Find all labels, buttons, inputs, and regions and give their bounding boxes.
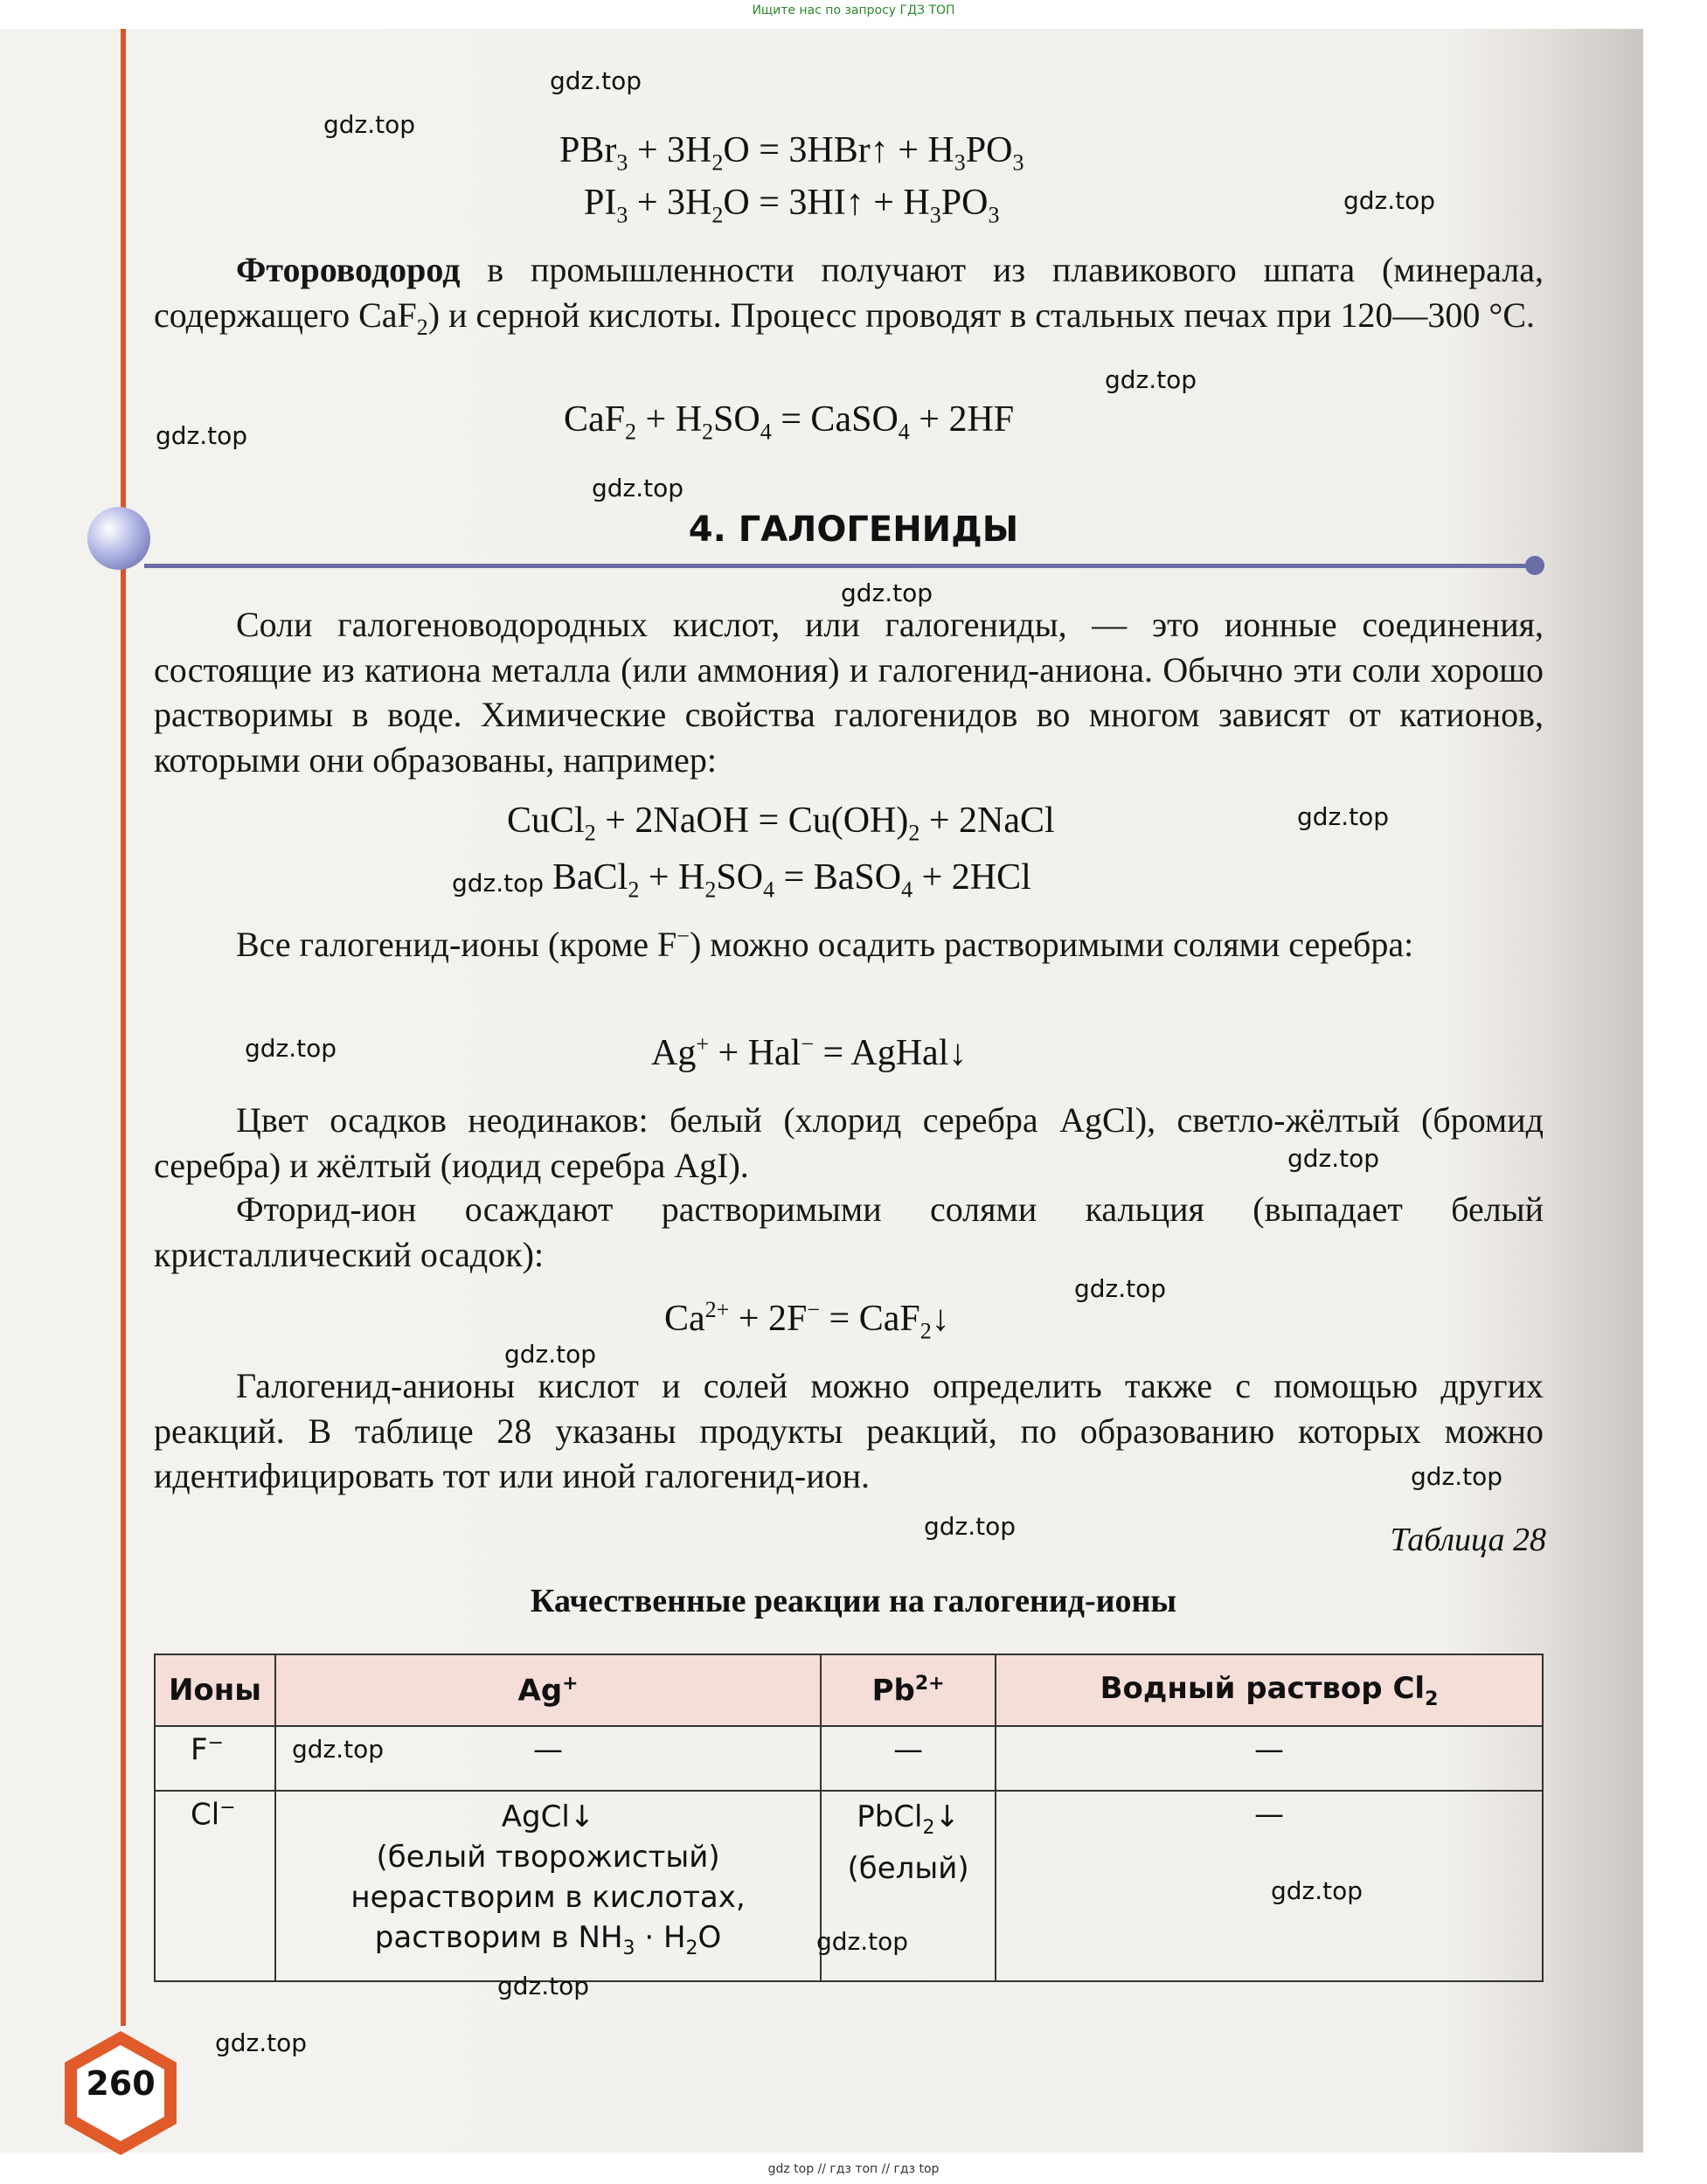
equation-bacl2-h2so4: BaCl$_2$ + $H_2SO_4$ = BaSO$_4$ + 2HCl <box>552 857 1031 903</box>
watermark: gdz.top <box>292 1735 385 1764</box>
watermark: gdz.top <box>841 579 933 607</box>
header-ions: Ионы <box>155 1654 275 1726</box>
heading-underline <box>144 564 1534 568</box>
table-header-row <box>155 1654 1543 1726</box>
equation-ag-hal: Ag+ + Hal− = AgHal↓ <box>651 1031 968 1073</box>
section-heading: 4. ГАЛОГЕНИДЫ <box>688 510 1019 550</box>
equation-pi3: $PI_3 + 3H_2O$ = 3HI↑ + $H_3PO_3$ <box>584 183 1000 228</box>
equation-caf2-h2so4: $CaF_2 + H_2SO_4$ = CaSO$_4$ + 2HF <box>564 399 1015 445</box>
bottom-site-links[interactable]: gdz top // гдз топ // гдз top <box>767 2162 940 2176</box>
watermark: gdz.top <box>156 421 248 450</box>
header-pb: $Pb^{2+}$ <box>821 1654 996 1726</box>
paragraph-precipitate-colors: Цвет осадков неодинаков: белый (хлорид серебра AgCl), светло-жёлтый (бромид серебра) и жёлтый (иодид серебра AgI). <box>154 1100 1544 1185</box>
equation-pbr3: $PBr_3 + 3H_2O$ = 3HBr↑ + $H_3PO_3$ <box>559 130 1024 176</box>
watermark: gdz.top <box>1297 802 1390 831</box>
watermark: gdz.top <box>215 2028 308 2057</box>
cell-f-pb: — <box>821 1726 996 1791</box>
paragraph-hf-production: Фтороводород в промышленности получают из плавикового шпата (минерала, содержащего CaF$_2$) и серной кислоты. Процесс проводят в стальных печах при 120—300 °C. <box>154 250 1544 340</box>
paragraph-halides-definition: Соли галогеноводородных кислот, или галогениды, — это ионные соединения, состоящие из катиона металла (или аммония) и галогенид-аниона. Обычно эти соли хорошо растворимы в воде. Химические свойства галогенидов во многом зависят от катионов, которыми они образованы, например: <box>154 605 1544 780</box>
watermark: gdz.top <box>504 1340 597 1369</box>
paragraph-silver-precipitation: Все галогенид-ионы (кроме F−) можно осадить растворимыми солями серебра: <box>236 923 1414 964</box>
cell-f-ag: — <box>275 1726 821 1791</box>
page-number: 260 <box>86 2064 156 2103</box>
header-ag: Ag+ <box>275 1654 821 1726</box>
heading-rule-dot <box>1525 556 1544 575</box>
watermark: gdz.top <box>1105 365 1197 394</box>
paragraph-fluoride-calcium: Фторид-ион осаждают растворимыми солями кальция (выпадает белый кристаллический осадок): <box>154 1189 1544 1274</box>
paragraph-other-reactions: Галогенид-анионы кислот и солей можно определить также с помощью других реакций. В таблице 28 указаны продукты реакций, по образованию которых можно идентифицировать тот или иной галогенид-ион. <box>154 1366 1544 1495</box>
term-hydrogen-fluoride: Фтороводород <box>236 250 461 289</box>
top-search-hint[interactable]: Ищите нас по запросу ГДЗ ТОП <box>752 3 955 17</box>
watermark: gdz.top <box>497 1972 590 2000</box>
watermark: gdz.top <box>452 869 545 898</box>
equation-ca-f: $Ca^{2+} + 2F^-$ = CaF$_2$↓ <box>664 1297 950 1344</box>
watermark: gdz.top <box>816 1927 909 1956</box>
watermark: gdz.top <box>1287 1144 1380 1173</box>
cell-ion-f: F− <box>155 1726 275 1791</box>
header-cl2-solution: Водный раствор $Cl_2$ <box>996 1654 1543 1726</box>
watermark: gdz.top <box>1343 186 1436 215</box>
table-caption: Таблица 28 <box>1390 1522 1546 1558</box>
watermark: gdz.top <box>245 1034 337 1063</box>
watermark: gdz.top <box>1411 1462 1503 1491</box>
watermark: gdz.top <box>924 1512 1017 1541</box>
watermark: gdz.top <box>323 110 416 139</box>
watermark: gdz.top <box>1074 1274 1167 1303</box>
cell-cl-pb: PbCl$_2$↓ (белый) <box>821 1791 996 1981</box>
watermark: gdz.top <box>592 474 684 503</box>
cell-cl-ag: AgCl↓ (белый творожистый) нерастворим в кислотах, растворим в $NH_3 \cdot H_2O$ <box>275 1791 821 1981</box>
watermark: gdz.top <box>1271 1876 1364 1905</box>
equation-cucl2-naoh: CuCl$_2$ + 2NaOH = $Cu(OH)_2$ + 2NaCl <box>507 801 1055 846</box>
cell-ion-cl: Cl− <box>155 1791 275 1981</box>
cell-f-cl2: — <box>996 1726 1543 1791</box>
table-title: Качественные реакции на галогенид-ионы <box>530 1583 1177 1619</box>
margin-red-line <box>121 29 126 2026</box>
cell-cl-cl2: — <box>996 1791 1543 1981</box>
watermark: gdz.top <box>550 66 642 95</box>
